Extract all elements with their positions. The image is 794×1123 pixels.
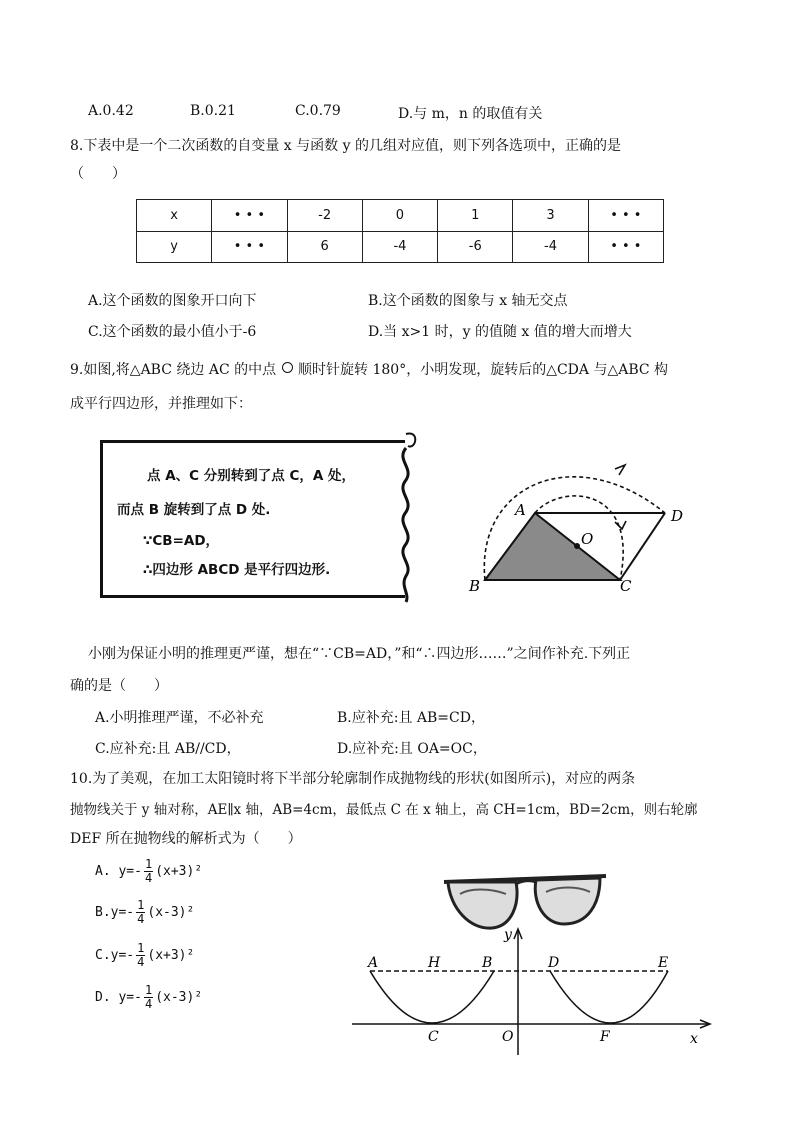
table-cell: -6	[438, 231, 513, 263]
table-row	[137, 200, 664, 232]
fraction-numerator: 1	[144, 857, 153, 871]
label-d: D	[671, 507, 684, 525]
option-label: A. y=-	[95, 864, 142, 879]
q7-option-b: B.0.21	[190, 103, 236, 119]
q10-option-c	[95, 942, 194, 969]
fraction-denominator: 4	[144, 871, 153, 885]
q9-after-line1: 小刚为保证小明的推理更严谨，想在“∵CB=AD，”和“∴四边形……”之间作补充.下列正	[88, 646, 631, 662]
fraction-denominator: 4	[144, 997, 153, 1011]
q8-stem-line1: 8.下表中是一个二次函数的自变量 x 与函数 y 的几组对应值，则下列各选项中，正确的是	[70, 138, 621, 154]
label-b: B	[469, 577, 481, 595]
q9-stem-part2: 顺时针旋转 180°，小明发现，旋转后的△CDA 与△ABC 构	[298, 362, 669, 378]
label-a: A	[368, 955, 379, 971]
q10-stem-line2: 抛物线关于 y 轴对称，AE∥x 轴，AB=4cm，最低点 C 在 x 轴上，高 CH=1cm，BD=2cm，则右轮廓	[70, 802, 698, 818]
label-y: y	[504, 927, 512, 943]
q8-option-d: D.当 x>1 时，y 的值随 x 值的增大而增大	[368, 324, 632, 340]
q9-stem-part1: 9.如图,将△ABC 绕边 AC 的中点	[70, 362, 277, 378]
table-cell: y	[137, 231, 212, 263]
fraction-numerator: 1	[144, 983, 153, 997]
option-label: B.y=-	[95, 905, 135, 920]
label-b: B	[482, 955, 493, 971]
scroll-edge-decoration	[396, 428, 424, 606]
proof-line-3: ∵CB=AD，	[143, 533, 220, 549]
table-cell: 0	[362, 200, 437, 232]
q9-parallelogram-figure	[465, 445, 705, 595]
q8-option-a: A.这个函数的图象开口向下	[88, 293, 257, 309]
table-cell: -4	[362, 231, 437, 263]
label-e: E	[658, 955, 669, 971]
table-cell: • • •	[212, 200, 287, 232]
option-expression: (x+3)²	[147, 948, 195, 963]
q8-option-c: C.这个函数的最小值小于-6	[88, 324, 257, 340]
triangle-abc	[485, 513, 620, 580]
q10-option-d	[95, 984, 202, 1011]
option-expression: (x-3)²	[155, 990, 203, 1005]
option-expression: (x-3)²	[147, 905, 195, 920]
label-o: O	[581, 530, 594, 548]
table-cell: • • •	[212, 231, 287, 263]
table-cell: 6	[287, 231, 362, 263]
q9-option-a: A.小明推理严谨，不必补充	[95, 710, 264, 726]
q10-option-b	[95, 899, 194, 926]
circle-o-icon	[282, 362, 293, 373]
q10-parabola-graph	[348, 925, 714, 1060]
q9-option-c: C.应补充:且 AB//CD，	[95, 741, 241, 757]
option-label: D. y=-	[95, 990, 142, 1005]
q8-stem-line2: （ ）	[70, 166, 126, 182]
label-c: C	[620, 577, 632, 595]
q10-stem-line3: DEF 所在抛物线的解析式为（ ）	[70, 831, 302, 847]
q9-option-b: B.应补充:且 AB=CD，	[337, 710, 485, 726]
fraction-denominator: 4	[137, 955, 145, 969]
table-cell: x	[137, 200, 212, 232]
label-o: O	[502, 1029, 514, 1045]
arrow-head-inner	[615, 521, 626, 529]
q8-value-table	[136, 199, 664, 263]
q9-after-line2: 确的是（ ）	[70, 678, 168, 694]
q8-option-b: B.这个函数的图象与 x 轴无交点	[368, 293, 568, 309]
label-f: F	[600, 1029, 610, 1045]
arrow-head-outer	[615, 465, 625, 475]
q10-option-a	[95, 858, 202, 885]
label-a: A	[515, 501, 526, 519]
label-d: D	[548, 955, 560, 971]
option-expression: (x+3)²	[155, 864, 203, 879]
table-cell: 1	[438, 200, 513, 232]
table-cell: -2	[287, 200, 362, 232]
q7-option-d: D.与 m，n 的取值有关	[398, 106, 543, 122]
q9-option-d: D.应补充:且 OA=OC，	[337, 741, 487, 757]
table-cell: • • •	[588, 200, 663, 232]
segment-dc	[620, 513, 665, 580]
option-label: C.y=-	[95, 948, 135, 963]
q7-option-c: C.0.79	[295, 103, 341, 119]
label-x: x	[690, 1031, 698, 1047]
table-cell: 3	[513, 200, 588, 232]
q7-option-a: A.0.42	[88, 103, 134, 119]
midpoint-o	[574, 543, 580, 549]
q9-proof-box	[100, 440, 405, 598]
q9-stem-line1	[70, 359, 668, 379]
label-c: C	[428, 1029, 439, 1045]
proof-line-2: 而点 B 旋转到了点 D 处.	[117, 502, 271, 518]
proof-line-4: ∴四边形 ABCD 是平行四边形.	[143, 562, 331, 578]
parabola-right	[550, 971, 668, 1023]
table-row	[137, 231, 664, 263]
proof-line-1: 点 A、C 分别转到了点 C，A 处，	[147, 468, 356, 484]
fraction-numerator: 1	[137, 898, 145, 912]
table-cell: -4	[513, 231, 588, 263]
parabola-left	[370, 971, 494, 1023]
fraction-denominator: 4	[137, 912, 145, 926]
q10-stem-line1: 10.为了美观，在加工太阳镜时将下半部分轮廓制作成抛物线的形状(如图所示)，对应的两条	[70, 771, 636, 787]
label-h: H	[428, 955, 441, 971]
q9-stem-line2: 成平行四边形，并推理如下：	[70, 396, 252, 412]
table-cell: • • •	[588, 231, 663, 263]
fraction-numerator: 1	[137, 941, 145, 955]
